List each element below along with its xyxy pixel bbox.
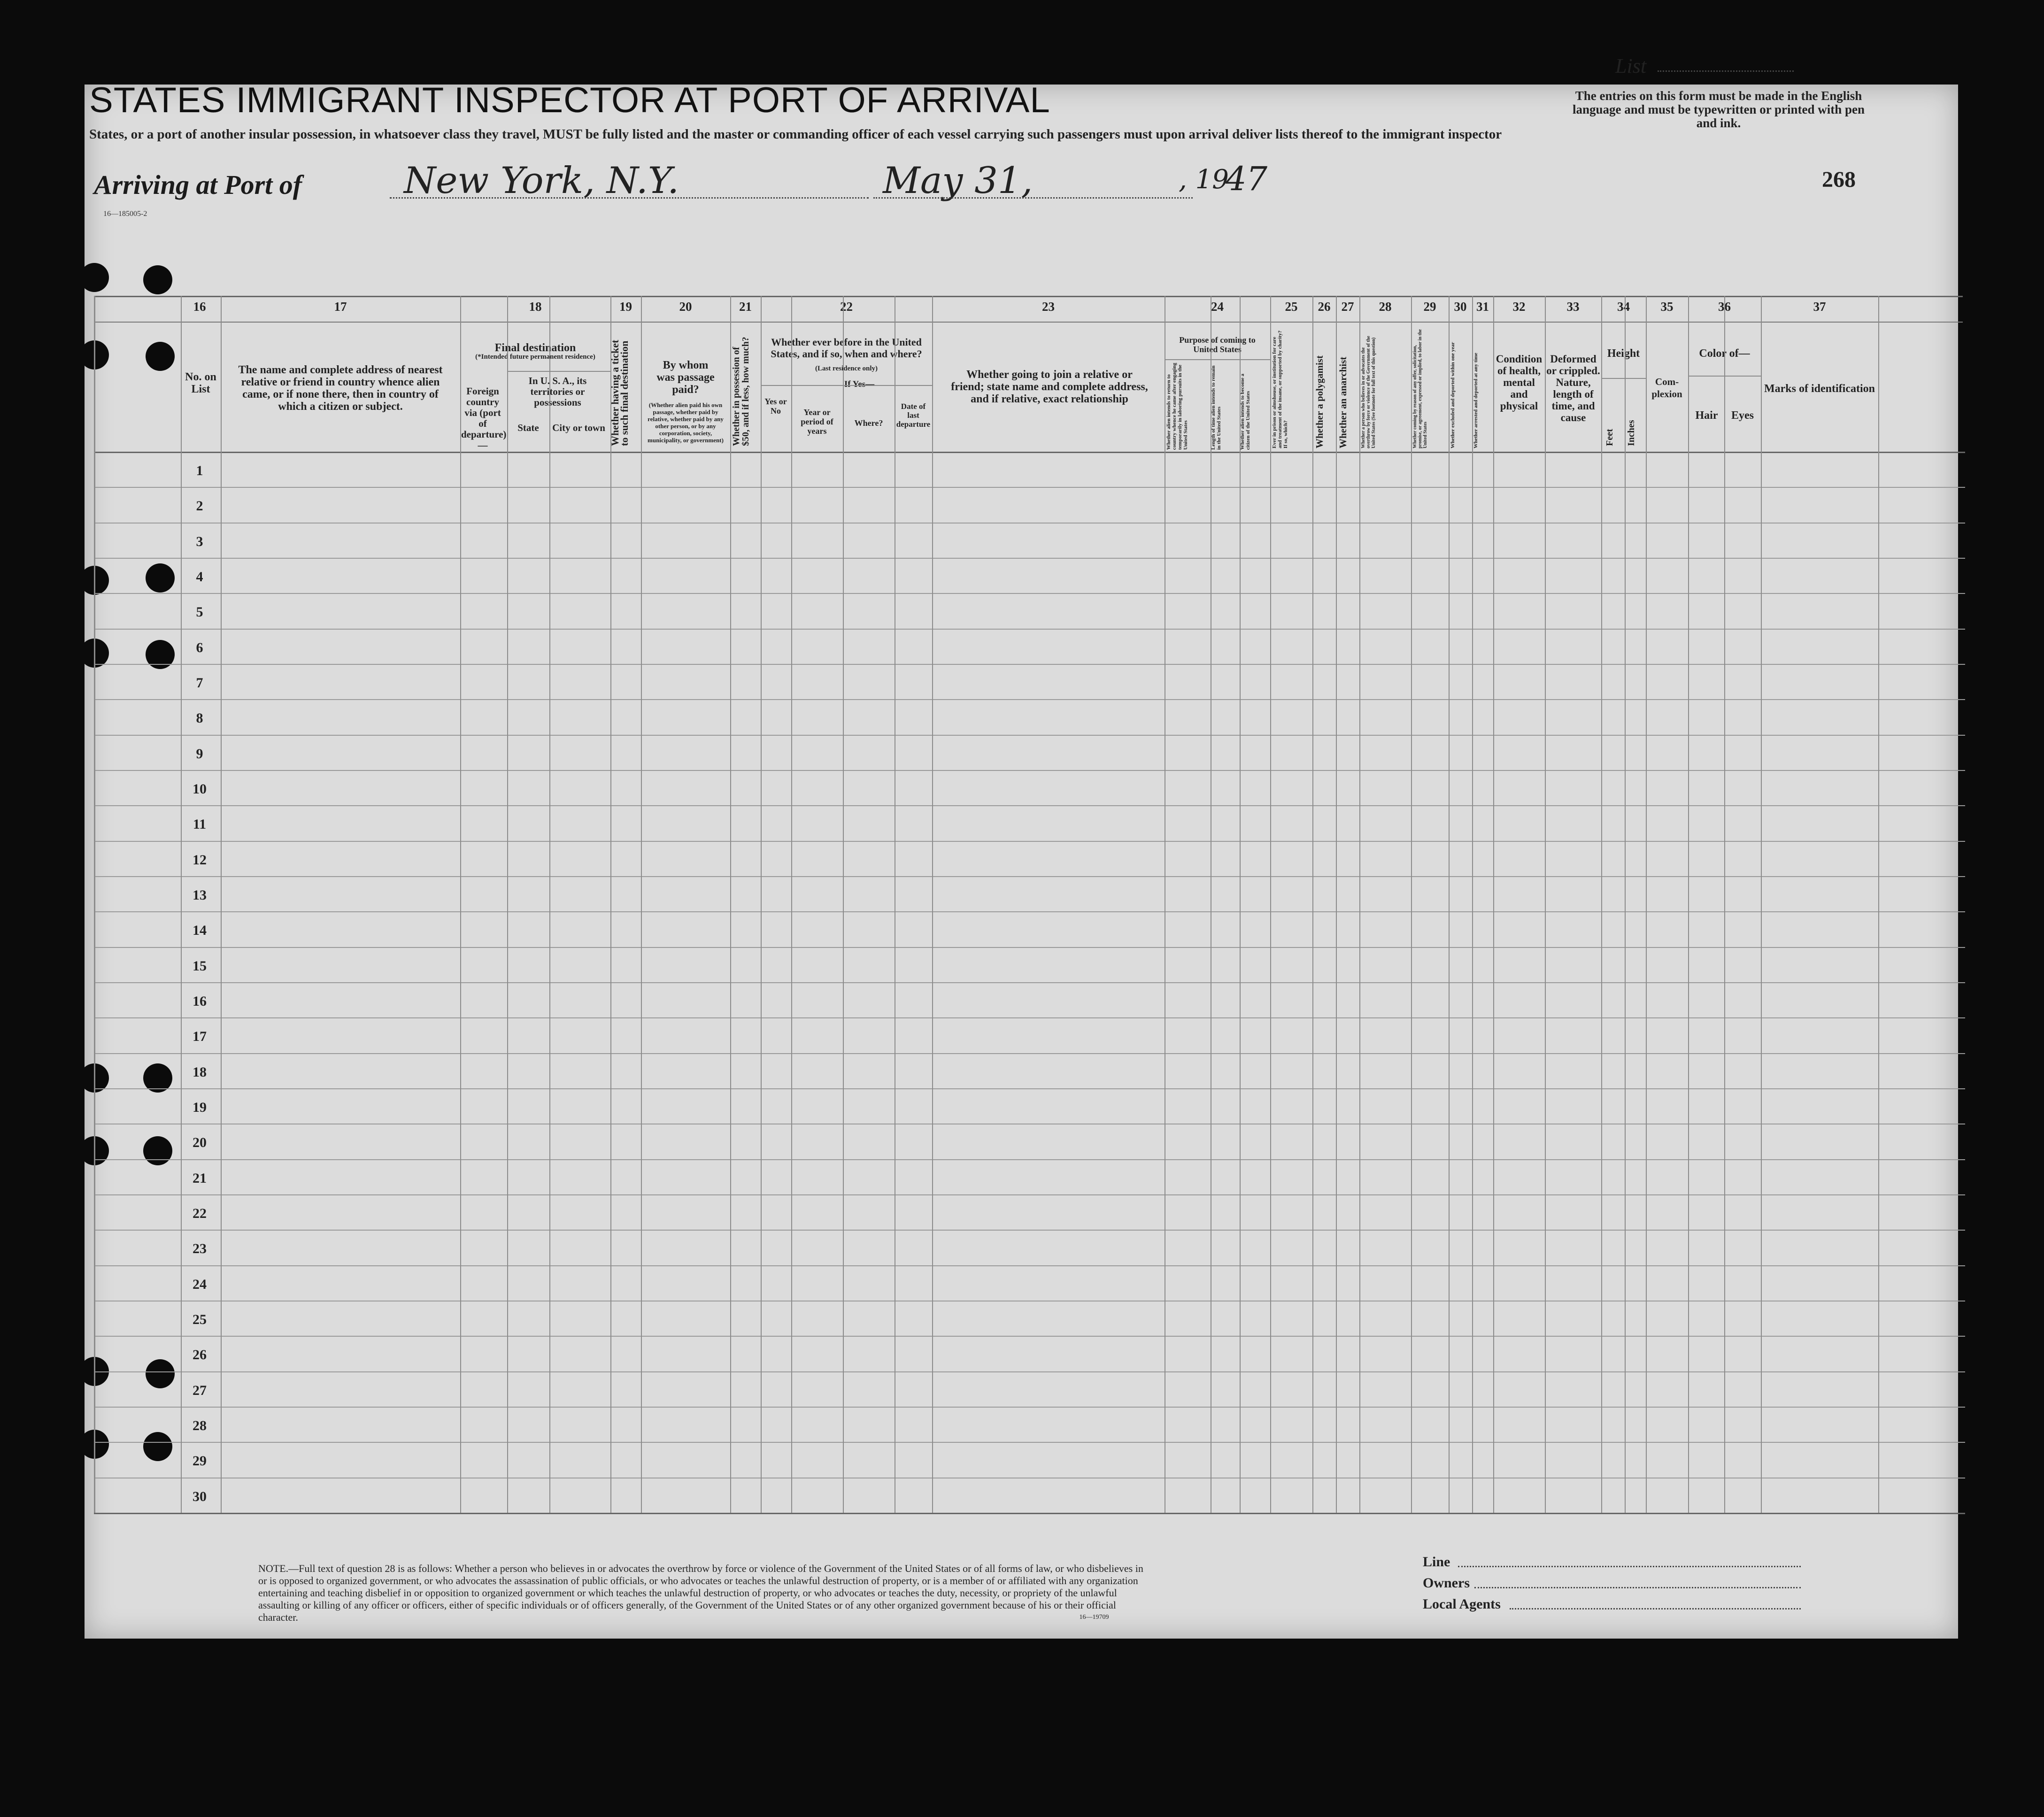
grid-vline — [549, 296, 550, 1513]
row-number: 6 — [196, 639, 203, 655]
grid-hline — [507, 371, 610, 372]
header-hair: Hair — [1695, 409, 1718, 422]
grid-hline — [94, 1194, 1965, 1195]
header-excluded: Whether excluded and deported within one year — [1450, 342, 1456, 448]
header-eyes: Eyes — [1731, 409, 1754, 422]
header-purpose-length: Length of time alien intends to remain in the United States — [1211, 365, 1222, 450]
header-year-period: Year or period of years — [801, 408, 833, 436]
row-number: 4 — [196, 569, 203, 585]
header-polygamist: Whether a polygamist — [1314, 355, 1325, 448]
header-final-destination: Final destination — [494, 342, 576, 354]
column-number: 34 — [1617, 300, 1630, 314]
binder-hole — [143, 1432, 172, 1461]
column-number: 23 — [1042, 300, 1055, 314]
header-yes-or-no: Yes or No — [764, 397, 787, 416]
header-labor-offer: Whether coming by reason of any offer, solicitation, promise, or agreement, expressed or implied, to labor in the United States — [1412, 329, 1428, 448]
header-date-departure: Date of last departure — [896, 402, 931, 429]
header-inches: Inches — [1626, 420, 1636, 446]
row-number: 7 — [196, 675, 203, 691]
grid-vline — [1724, 296, 1725, 1513]
grid-hline — [94, 1159, 1965, 1160]
column-number: 32 — [1512, 300, 1526, 314]
column-number: 25 — [1285, 300, 1298, 314]
grid-hline — [761, 385, 932, 386]
header-purpose-return: Whether alien intends to return to country whence he came after engaging temporarily in laboring pursuits in the United States — [1166, 362, 1188, 450]
row-number: 15 — [193, 958, 207, 974]
column-number: 35 — [1660, 300, 1674, 314]
grid-hline — [94, 452, 1965, 453]
grid-vline — [1646, 296, 1647, 1513]
column-number: 22 — [840, 300, 853, 314]
row-number: 26 — [193, 1347, 207, 1363]
grid-hline — [94, 805, 1965, 806]
instructions-note: The entries on this form must be made in the English language and must be typewritten or printed with pen and ink. — [1572, 89, 1865, 130]
list-label: List — [1615, 54, 1647, 77]
column-number: 29 — [1423, 300, 1436, 314]
grid-vline — [761, 296, 762, 1513]
port-blank — [390, 197, 869, 199]
header-height: Height — [1607, 347, 1640, 360]
date-blank — [873, 197, 1193, 199]
header-arrested: Whether arrested and deported at any time — [1473, 353, 1479, 448]
row-number: 9 — [196, 746, 203, 762]
row-number: 14 — [193, 923, 207, 939]
header-state: State — [517, 422, 539, 433]
header-foreign-country: Foreign country via (port of departure)— — [461, 385, 507, 451]
grid-vline — [1761, 296, 1762, 1513]
year-prefix: , 19 — [1179, 164, 1229, 195]
column-number: 26 — [1318, 300, 1331, 314]
grid-hline — [94, 1336, 1965, 1337]
grid-hline — [94, 629, 1965, 630]
grid-hline — [94, 1407, 1965, 1408]
row-number: 11 — [193, 816, 207, 832]
row-number: 1 — [196, 463, 203, 478]
grid-hline — [94, 982, 1965, 983]
grid-vline — [94, 296, 95, 1513]
grid-hline — [94, 911, 1965, 912]
column-number: 19 — [619, 300, 632, 314]
column-number: 21 — [739, 300, 752, 314]
header-no-on-list: No. on List — [185, 371, 216, 395]
grid-hline — [94, 1017, 1965, 1018]
owners-blank — [1474, 1587, 1801, 1588]
grid-vline — [460, 296, 461, 1513]
arriving-label: Arriving at Port of — [94, 169, 302, 200]
column-number: 31 — [1476, 300, 1489, 314]
grid-vline — [610, 296, 611, 1513]
header-going-to-join: Whether going to join a relative or friend; state name and complete address, and if relative, exact relationship — [951, 369, 1148, 405]
grid-hline — [94, 523, 1965, 524]
grid-vline — [1240, 296, 1241, 1513]
grid-vline — [1625, 296, 1626, 1513]
row-number: 28 — [193, 1418, 207, 1433]
question-28-note: NOTE.—Full text of question 28 is as follows: Whether a person who believes in or advocates the overthrow by force or violence of the Government of the United States or of all forms of law, or who disbelieves in or is opposed to organized government, or who advocates the assassination of public officials, or who advocates or teaches the unlawful destruction of property, or is a member of or affiliated with any organization entertaining and teaching disbelief in or opposition to organized government or which teaches the unlawful destruction of property, or who advocates or teaches the duty, necessity, or propriety of the unlawful assaulting or killing of any officer or officers, either of specific individuals or of officers generally, of the Government of the United States or of any other organized government because of his or their official character. — [258, 1563, 1143, 1623]
grid-hline — [1688, 376, 1761, 377]
row-number: 5 — [196, 604, 203, 620]
grid-hline — [94, 947, 1965, 948]
grid-hline — [1601, 378, 1646, 379]
header-ever-before: Whether ever before in the United States, and if so, when and where? — [771, 336, 922, 360]
column-number: 33 — [1566, 300, 1580, 314]
note-code: 16—19709 — [1079, 1614, 1109, 1621]
row-number: 17 — [193, 1029, 207, 1045]
row-number: 30 — [193, 1488, 207, 1504]
grid-hline — [94, 558, 1965, 559]
grid-vline — [507, 296, 508, 1513]
grid-hline — [94, 770, 1965, 771]
header-overthrow: Whether a person who believes in or advocates the overthrow by force or violence of the Government of the United States (See footnote for full text of this question) — [1361, 336, 1376, 448]
grid-vline — [843, 296, 844, 1513]
grid-vline — [791, 296, 792, 1513]
grid-vline — [1601, 296, 1602, 1513]
column-number: 17 — [334, 300, 347, 314]
list-blank — [1658, 70, 1794, 72]
header-purpose: Purpose of coming to United States — [1179, 335, 1256, 354]
header-purpose-citizen: Whether alien intends to become a citizen of the United States — [1240, 373, 1251, 450]
row-number: 10 — [193, 781, 207, 797]
row-number: 22 — [193, 1206, 207, 1221]
column-number: 37 — [1813, 300, 1826, 314]
grid-hline — [94, 1088, 1965, 1089]
column-number: 30 — [1454, 300, 1467, 314]
header-deformed: Deformed or crippled. Nature, length of time, and cause — [1546, 353, 1600, 423]
header-health: Condition of health, mental and physical — [1496, 353, 1543, 412]
column-number: 27 — [1341, 300, 1354, 314]
row-number: 16 — [193, 993, 207, 1009]
grid-vline — [1411, 296, 1412, 1513]
grid-hline — [94, 1053, 1965, 1054]
form-title: STATES IMMIGRANT INSPECTOR AT PORT OF ARRIVAL — [89, 80, 1050, 120]
grid-hline — [94, 1442, 1965, 1443]
grid-hline — [94, 487, 1965, 488]
row-number: 3 — [196, 533, 203, 549]
header-color-of: Color of— — [1699, 347, 1750, 360]
row-number: 2 — [196, 498, 203, 514]
form-subtitle: States, or a port of another insular possession, in whatsoever class they travel, MUST be fully listed and the master or commanding officer of each vessel carrying such passengers must upon arrival deliver lists thereof to the immigrant inspector — [89, 127, 1502, 142]
column-number: 28 — [1379, 300, 1392, 314]
binder-hole — [80, 263, 109, 292]
binder-hole — [143, 1136, 172, 1165]
grid-hline — [94, 1371, 1965, 1372]
binder-hole — [146, 342, 175, 371]
binder-hole — [146, 1359, 175, 1388]
row-number: 25 — [193, 1312, 207, 1327]
header-final-destination-sub: (*Intended future permanent residence) — [475, 353, 595, 361]
binder-hole — [143, 265, 172, 294]
grid-hline — [94, 699, 1965, 700]
header-if-yes: If Yes— — [844, 379, 875, 389]
grid-hline — [94, 664, 1965, 665]
grid-vline — [932, 296, 933, 1513]
grid-vline — [1270, 296, 1271, 1513]
line-label: Line — [1423, 1554, 1450, 1570]
header-rule — [94, 322, 1963, 323]
header-complexion: Com-plexion — [1651, 376, 1682, 400]
grid-hline — [94, 735, 1965, 736]
row-number: 8 — [196, 710, 203, 726]
grid-vline — [1336, 296, 1337, 1513]
binder-hole — [146, 563, 175, 593]
header-feet: Feet — [1604, 429, 1615, 446]
date-handwritten: May 31, — [883, 160, 1033, 202]
grid-vline — [641, 296, 642, 1513]
row-number: 27 — [193, 1382, 207, 1398]
header-prison: Ever in prison or almshouse, or institution for care and treatment of the insane, or supported by charity? If so, which? — [1272, 330, 1288, 448]
header-passage-paid: By whom was passage paid? — [656, 359, 715, 396]
grid-vline — [1878, 296, 1879, 1513]
row-number: 18 — [193, 1064, 207, 1080]
grid-vline — [730, 296, 731, 1513]
row-number: 24 — [193, 1276, 207, 1292]
grid-vline — [1449, 296, 1450, 1513]
form-code: 16—185005-2 — [103, 210, 147, 218]
grid-hline — [94, 876, 1965, 877]
row-number: 20 — [193, 1135, 207, 1151]
year-handwritten: 47 — [1226, 160, 1268, 198]
row-number: 29 — [193, 1453, 207, 1469]
grid-hline — [1165, 359, 1270, 360]
grid-hline — [94, 1230, 1965, 1231]
header-anarchist: Whether an anarchist — [1337, 356, 1349, 448]
grid-vline — [1312, 296, 1313, 1513]
form-sheet — [85, 85, 1958, 1639]
grid-vline — [1359, 296, 1360, 1513]
header-ticket: Whether having a ticket to such final destination — [609, 339, 630, 446]
row-number: 12 — [193, 852, 207, 868]
header-in-usa: In U. S. A., its territories or possessions — [528, 375, 587, 408]
grid-vline — [1472, 296, 1473, 1513]
local-agents-label: Local Agents — [1423, 1596, 1501, 1612]
header-nearest-relative: The name and complete address of nearest relative or friend in country whence alien came, or if none there, then in country of which a citizen or subject. — [238, 364, 443, 413]
grid-hline — [94, 1513, 1965, 1514]
line-blank — [1458, 1566, 1801, 1567]
grid-vline — [1493, 296, 1494, 1513]
grid-hline — [94, 593, 1965, 594]
header-marks: Marks of identification — [1764, 383, 1875, 395]
owners-label: Owners — [1423, 1575, 1470, 1591]
row-number: 13 — [193, 887, 207, 903]
grid-hline — [94, 841, 1965, 842]
grid-vline — [221, 296, 222, 1513]
column-number: 18 — [529, 300, 542, 314]
grid-vline — [1545, 296, 1546, 1513]
page-number: 268 — [1822, 167, 1856, 192]
column-number: 36 — [1718, 300, 1731, 314]
column-number: 24 — [1211, 300, 1224, 314]
header-rule — [94, 296, 1963, 297]
row-number: 19 — [193, 1100, 207, 1115]
grid-vline — [1688, 296, 1689, 1513]
grid-hline — [94, 1265, 1965, 1266]
port-handwritten: New York, N.Y. — [404, 160, 679, 202]
header-city: City or town — [552, 422, 605, 433]
header-last-residence: (Last residence only) — [815, 365, 878, 372]
column-number: 20 — [679, 300, 692, 314]
header-passage-paid-sub: (Whether alien paid his own passage, whether paid by relative, whether paid by any other person, or by any corporation, society, municipality, or government) — [648, 401, 724, 444]
local-agents-blank — [1510, 1608, 1801, 1609]
header-where: Where? — [854, 418, 883, 428]
header-fifty-dollars: Whether in possession of $50, and if less, how much? — [731, 337, 751, 446]
row-number: 21 — [193, 1170, 207, 1186]
column-number: 16 — [193, 300, 206, 314]
row-number: 23 — [193, 1241, 207, 1257]
